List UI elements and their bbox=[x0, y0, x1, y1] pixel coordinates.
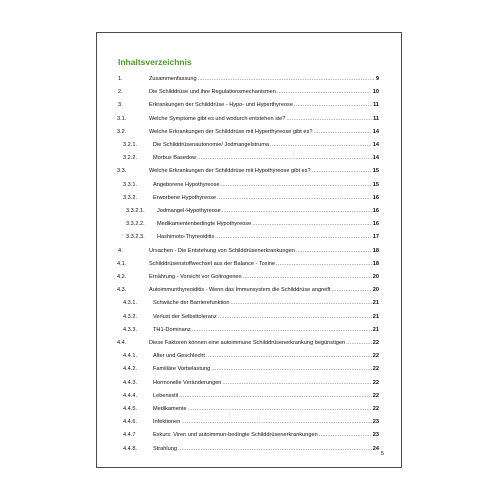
toc-entry[interactable] bbox=[97, 219, 379, 227]
toc-leader-dots bbox=[178, 446, 372, 452]
toc-entry-label: Infektionen bbox=[153, 419, 181, 426]
toc-leader-dots bbox=[206, 353, 372, 359]
toc-entry-number: 3.3.1. bbox=[123, 181, 137, 188]
toc-entry[interactable] bbox=[97, 285, 379, 293]
toc-entry-label: Alter und Geschlecht bbox=[153, 353, 205, 360]
toc-leader-dots bbox=[231, 300, 372, 306]
toc-leader-dots bbox=[221, 182, 372, 188]
toc-entry[interactable] bbox=[97, 391, 379, 399]
toc-entry-label: Strahlung bbox=[153, 445, 177, 452]
toc-entry-number: 4. bbox=[118, 247, 123, 254]
toc-entry-label: Familiäre Vorbelastung bbox=[153, 366, 211, 373]
toc-entry-page: 23 bbox=[372, 419, 379, 426]
toc-entry-number: 3.3. bbox=[117, 168, 127, 175]
toc-leader-dots bbox=[252, 221, 372, 227]
toc-entry-number: 3.3.2. bbox=[123, 194, 137, 201]
toc-entry-label: Die Schilddrüsenautonomie/ Jodmangelstruma bbox=[153, 142, 269, 148]
toc-entry-page: 22 bbox=[372, 406, 379, 412]
toc-entry-page: 18 bbox=[372, 260, 379, 267]
toc-entry-page: 14 bbox=[372, 128, 379, 135]
toc-entry[interactable] bbox=[97, 404, 379, 412]
toc-entry[interactable] bbox=[97, 127, 379, 135]
toc-entry-page: 22 bbox=[372, 340, 379, 346]
toc-entry-label: Welche Erkrankungen der Schilddrüse mit Hypothyreose gibt es? bbox=[149, 168, 311, 175]
toc-entry-label: Ernährung - Vorsicht vor Goitrogenen bbox=[149, 274, 242, 280]
toc-entry[interactable] bbox=[97, 378, 379, 386]
toc-entry-page: 22 bbox=[372, 379, 379, 386]
toc-entry-number: 4.4.1. bbox=[123, 353, 137, 360]
toc-entry-number: 4.4.6. bbox=[123, 419, 137, 426]
toc-entry-page: 15 bbox=[372, 181, 379, 188]
toc-entry-page: 22 bbox=[372, 366, 379, 373]
toc-entry[interactable] bbox=[97, 114, 379, 122]
toc-leader-dots bbox=[222, 208, 372, 214]
toc-leader-dots bbox=[179, 393, 372, 399]
toc-entry[interactable] bbox=[97, 298, 379, 306]
toc-leader-dots bbox=[313, 129, 371, 135]
toc-entry-number: 4.4. bbox=[117, 340, 127, 346]
toc-entry-page: 24 bbox=[372, 445, 379, 452]
toc-entry-label: Exkurs: Viren und autoimmun-bedingte Schilddrüsenerkrankungen bbox=[153, 432, 318, 439]
toc-entry[interactable] bbox=[97, 193, 379, 201]
toc-leader-dots bbox=[218, 314, 372, 320]
toc-entry-number: 4.4.7 bbox=[123, 432, 136, 439]
toc-entry-number: 4.3. bbox=[117, 287, 127, 294]
toc-entry[interactable] bbox=[97, 74, 379, 82]
toc-entry-number: 3.3.2.1. bbox=[126, 208, 145, 214]
page-number: 5 bbox=[380, 451, 384, 457]
toc-entry-page: 20 bbox=[372, 274, 379, 280]
toc-entry-page: 23 bbox=[372, 432, 379, 439]
toc-entry[interactable] bbox=[97, 140, 379, 148]
toc-entry-number: 3. bbox=[118, 102, 123, 109]
toc-entry-number: 4.3.2. bbox=[123, 313, 137, 320]
toc-entry[interactable] bbox=[97, 272, 379, 280]
toc-leader-dots bbox=[188, 406, 372, 412]
toc-entry-page: 20 bbox=[372, 287, 379, 294]
toc-entry-label: Jodmangel-Hypothyreose bbox=[157, 208, 221, 214]
toc-entry[interactable] bbox=[97, 259, 379, 267]
toc-entry-number: 4.4.8. bbox=[123, 445, 137, 452]
toc-entry-page: 16 bbox=[372, 221, 379, 228]
toc-entry-page: 14 bbox=[372, 155, 379, 162]
toc-title: Inhaltsverzeichnis bbox=[118, 57, 192, 67]
toc-entry-page: 18 bbox=[372, 247, 379, 254]
toc-entry-page: 16 bbox=[372, 208, 379, 214]
toc-entry-page: 9 bbox=[375, 76, 379, 82]
toc-entry-page: 21 bbox=[372, 300, 379, 307]
toc-entry[interactable] bbox=[97, 325, 379, 333]
toc-entry-number: 2. bbox=[118, 89, 123, 96]
toc-leader-dots bbox=[319, 432, 372, 438]
toc-leader-dots bbox=[243, 274, 372, 280]
toc-entry-label: Hormonelle Veränderungen bbox=[153, 379, 222, 386]
toc-entry-page: 14 bbox=[372, 142, 379, 148]
toc-entry-number: 3.2. bbox=[117, 128, 127, 135]
toc-entry-number: 3.3.2.2. bbox=[126, 221, 145, 228]
toc-entry-number: 4.1. bbox=[117, 260, 127, 267]
toc-entry-label: Die Schilddrüse und ihre Regulationsmechanismen bbox=[149, 89, 276, 96]
toc-entry[interactable] bbox=[97, 417, 379, 425]
toc-entry-label: Verlust der Selbsttoleranz bbox=[153, 313, 217, 320]
toc-leader-dots bbox=[312, 168, 372, 174]
toc-leader-dots bbox=[277, 89, 372, 95]
toc-entry-page: 22 bbox=[372, 392, 379, 399]
document-page bbox=[96, 32, 402, 468]
toc-entry-number: 4.3.1. bbox=[123, 300, 137, 307]
toc-entry-page: 22 bbox=[372, 353, 379, 360]
toc-entry-label: Morbus Basedow bbox=[153, 155, 197, 162]
toc-entry-number: 4.2. bbox=[117, 274, 127, 280]
toc-leader-dots bbox=[197, 155, 372, 161]
toc-entry-number: 3.2.2. bbox=[123, 155, 137, 162]
toc-entry-label: Angeborene Hypothyreose bbox=[153, 181, 220, 188]
toc-leader-dots bbox=[331, 287, 371, 293]
toc-leader-dots bbox=[276, 261, 372, 267]
toc-entry-label: Schwäche der Barrierefunktion bbox=[153, 300, 230, 307]
toc-entry-page: 17 bbox=[372, 234, 379, 241]
toc-entry-page: 21 bbox=[372, 313, 379, 320]
toc-entry-label: Diese Faktoren können eine autoimmune Schilddrüsenerkrankung begünstigen bbox=[149, 340, 346, 346]
toc-leader-dots bbox=[198, 76, 375, 82]
toc-entry[interactable] bbox=[97, 430, 379, 438]
toc-entry-label: Erkrankungen der Schilddrüse - Hypo- und Hyperthyreose bbox=[149, 102, 293, 109]
toc-entry-number: 4.4.3. bbox=[123, 379, 137, 386]
toc-entry-label: Schilddrüsenstoffwechsel aus der Balance - Toxine bbox=[149, 260, 276, 267]
toc-entry[interactable] bbox=[97, 87, 379, 95]
toc-entry-label: TH1-Dominanz bbox=[153, 326, 191, 333]
toc-entry-page: 16 bbox=[372, 194, 379, 201]
toc-entry-page: 15 bbox=[372, 168, 379, 175]
toc-entry[interactable] bbox=[97, 166, 379, 174]
toc-entry-label: Hashimoto-Thyreoiditis bbox=[157, 234, 215, 241]
toc-entry-page: 10 bbox=[372, 89, 379, 96]
toc-entry-label: Autoimmunthyreoiditis - Wenn das Immunsystem die Schilddrüse angreift bbox=[149, 287, 331, 294]
toc-entry[interactable] bbox=[97, 153, 379, 161]
toc-entry[interactable] bbox=[97, 444, 379, 452]
toc-entry-number: 3.2.1. bbox=[123, 142, 137, 148]
toc-entry-page: 11 bbox=[373, 102, 379, 109]
toc-entry-label: Lebensstil bbox=[153, 392, 179, 399]
toc-entry[interactable] bbox=[97, 351, 379, 359]
toc-entry-label: Erworbene Hypothyreose bbox=[153, 194, 217, 201]
toc-leader-dots bbox=[217, 195, 372, 201]
toc-entry-label: Zusammenfassung bbox=[149, 76, 197, 82]
toc-entry-number: 4.3.3. bbox=[123, 326, 137, 333]
toc-entry[interactable] bbox=[97, 180, 379, 188]
toc-leader-dots bbox=[215, 234, 372, 240]
toc-entry[interactable] bbox=[97, 312, 379, 320]
toc-entry-number: 3.3.2.3. bbox=[126, 234, 145, 241]
toc-entry-number: 4.4.2. bbox=[123, 366, 137, 373]
toc-entry[interactable] bbox=[97, 246, 379, 254]
toc-leader-dots bbox=[192, 327, 372, 333]
toc-leader-dots bbox=[294, 102, 372, 108]
toc-leader-dots bbox=[222, 380, 371, 386]
toc-entry[interactable] bbox=[97, 206, 379, 214]
toc-entry-number: 4.4.5. bbox=[123, 406, 137, 412]
toc-entry[interactable] bbox=[97, 364, 379, 372]
toc-entry-number: 3.1. bbox=[117, 115, 127, 122]
toc-leader-dots bbox=[296, 248, 372, 254]
toc-leader-dots bbox=[286, 116, 372, 122]
toc-entry-label: Medikamentenbedingte Hypothyreose bbox=[157, 221, 252, 228]
toc-entry-page: 11 bbox=[373, 115, 379, 122]
toc-entry-label: Medikamente bbox=[153, 406, 187, 412]
toc-leader-dots bbox=[211, 366, 372, 372]
toc-entry-number: 4.4.4. bbox=[123, 392, 137, 399]
table-of-contents bbox=[97, 33, 401, 467]
toc-leader-dots bbox=[270, 142, 372, 148]
toc-leader-dots bbox=[181, 419, 371, 425]
toc-entry-page: 21 bbox=[372, 326, 379, 333]
toc-entry-label: Welche Symptome gibt es und wodurch entstehen sie? bbox=[149, 115, 286, 122]
toc-entry-label: Welche Erkrankungen der Schilddrüse mit Hyperthyreose gibt es? bbox=[149, 128, 313, 135]
toc-entry[interactable] bbox=[97, 232, 379, 240]
toc-leader-dots bbox=[346, 340, 372, 346]
toc-entry[interactable] bbox=[97, 338, 379, 346]
toc-entry[interactable] bbox=[97, 100, 379, 108]
toc-entry-number: 1. bbox=[118, 76, 123, 82]
toc-entry-label: Ursachen - Die Entstehung von Schilddrüsenerkrankungen bbox=[149, 247, 295, 254]
